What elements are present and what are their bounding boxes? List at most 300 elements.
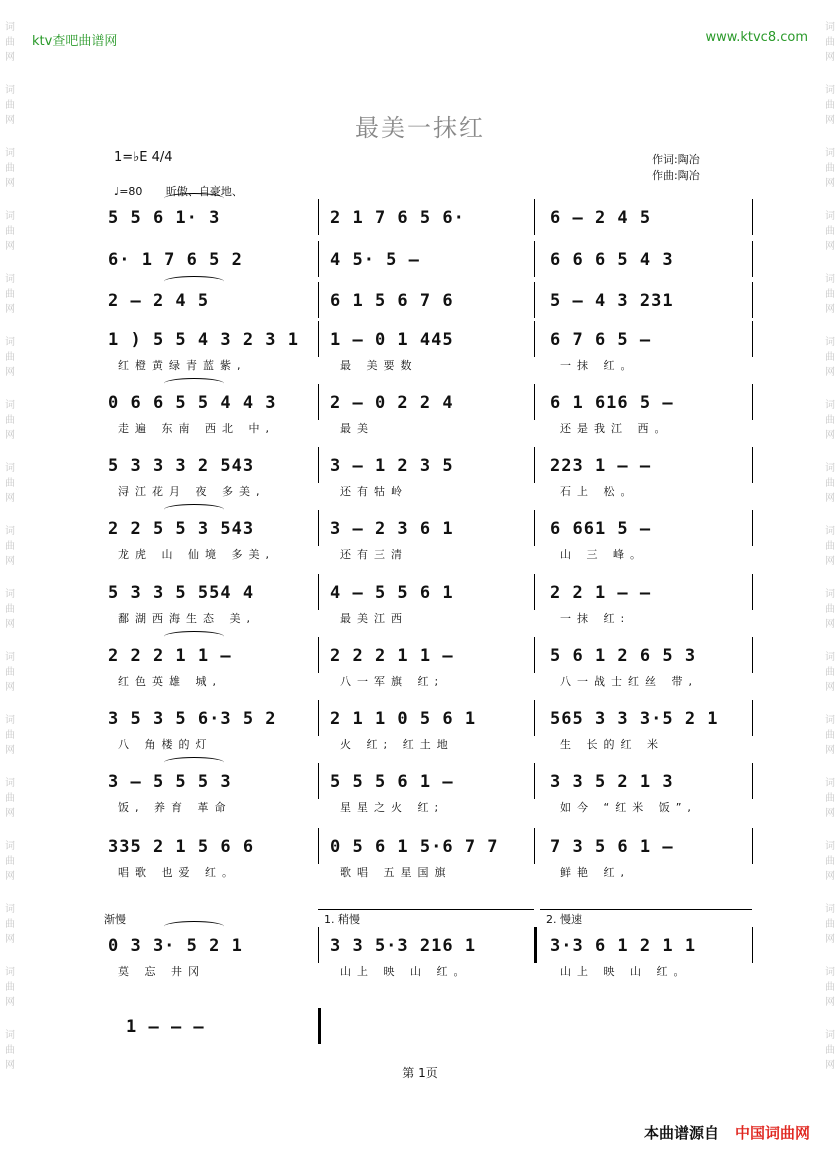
- bar-line: [534, 384, 535, 420]
- bar-line: [534, 763, 535, 799]
- lyric-segment: 鄱湖西海生态 美,: [118, 612, 256, 625]
- notes-line: [104, 205, 752, 231]
- measure: 5 6 1 2 6 5 3: [550, 646, 697, 666]
- watermark-char: 曲: [5, 793, 15, 804]
- lyric-segment: 红色英雄 城,: [118, 675, 222, 688]
- lyric-segment: 八 角楼的灯: [118, 738, 213, 751]
- watermark-char: 曲: [825, 226, 835, 237]
- bar-line: [318, 241, 319, 277]
- bar-line: [318, 447, 319, 483]
- watermark-group: [822, 587, 838, 632]
- watermark-char: 曲: [825, 37, 835, 48]
- watermark-char: 词: [5, 652, 15, 663]
- watermark-char: 词: [5, 589, 15, 600]
- measure: 4 5· 5 —: [330, 250, 420, 270]
- measure: 2 2 2 1 1 —: [330, 646, 454, 666]
- watermark-char: 曲: [5, 604, 15, 615]
- notes-line: [104, 933, 752, 959]
- measure: 2 1 1 0 5 6 1: [330, 709, 477, 729]
- watermark-char: 曲: [5, 226, 15, 237]
- watermark-char: 网: [825, 367, 835, 378]
- watermark-group: [2, 965, 18, 1010]
- watermark-char: 曲: [825, 163, 835, 174]
- watermark-char: 网: [5, 934, 15, 945]
- watermark-group: [2, 398, 18, 443]
- lyric-segment: 山上 映 山 红。: [560, 965, 691, 978]
- watermark-char: 网: [5, 304, 15, 315]
- watermark-char: 曲: [825, 856, 835, 867]
- watermark-group: [822, 776, 838, 821]
- notes-line: [104, 516, 752, 542]
- watermark-group: [822, 965, 838, 1010]
- watermark-char: 词: [825, 211, 835, 222]
- lyric-segment: 红橙黄绿青蓝紫,: [118, 359, 247, 372]
- bar-line: [318, 321, 319, 357]
- watermark-char: 网: [5, 367, 15, 378]
- measure: 6 661 5 —: [550, 519, 652, 539]
- bar-line: [534, 241, 535, 277]
- measure: 565 3 3 3·5 2 1: [550, 709, 719, 729]
- bar-line: [318, 927, 319, 963]
- measure: 3 — 5 5 5 3: [108, 772, 232, 792]
- page-number: 第 1页: [402, 1066, 438, 1080]
- watermark-right: [822, 20, 838, 1091]
- score-row: [104, 834, 752, 879]
- watermark-char: 词: [825, 652, 835, 663]
- bar-line: [318, 199, 319, 235]
- bar-line: [318, 510, 319, 546]
- watermark-char: 曲: [825, 667, 835, 678]
- lyrics-line: [104, 546, 752, 564]
- bar-line: [318, 637, 319, 673]
- site-name-left[interactable]: ktv查吧曲谱网: [32, 34, 118, 49]
- watermark-group: [2, 776, 18, 821]
- watermark-char: 曲: [5, 1045, 15, 1056]
- bar-line: [752, 199, 753, 235]
- lyric-segment: 饭, 养育 革命: [118, 801, 232, 814]
- watermark-char: 网: [5, 556, 15, 567]
- score-row: [104, 288, 752, 326]
- notes-line: [104, 327, 752, 353]
- lyrics-line: [104, 420, 752, 438]
- watermark-char: 网: [825, 304, 835, 315]
- watermark-char: 网: [825, 178, 835, 189]
- measure: 3 5 3 5 6·3 5 2: [108, 709, 277, 729]
- watermark-char: 网: [5, 619, 15, 630]
- watermark-group: [822, 20, 838, 65]
- watermark-char: 曲: [5, 37, 15, 48]
- measure: 5 — 4 3 231: [550, 291, 674, 311]
- measure: 3 — 1 2 3 5: [330, 456, 454, 476]
- bar-line: [534, 199, 535, 235]
- watermark-group: [822, 713, 838, 758]
- measure: 2 — 0 2 2 4: [330, 393, 454, 413]
- watermark-group: [822, 650, 838, 695]
- watermark-char: 曲: [825, 604, 835, 615]
- lyrics-line: [104, 1044, 752, 1062]
- notes-line: [104, 769, 752, 795]
- measure: 2 2 5 5 3 543: [108, 519, 255, 539]
- bar-line: [752, 282, 753, 318]
- measure: 5 5 6 1· 3: [108, 208, 221, 228]
- watermark-char: 网: [5, 241, 15, 252]
- watermark-char: 网: [5, 745, 15, 756]
- score-row: [104, 1014, 752, 1052]
- watermark-char: 词: [5, 778, 15, 789]
- lyric-segment: 山 三 峰。: [560, 548, 647, 561]
- notes-line: [104, 288, 752, 314]
- watermark-group: [822, 398, 838, 443]
- watermark-char: 曲: [5, 289, 15, 300]
- bar-line: [752, 321, 753, 357]
- bar-line: [318, 828, 319, 864]
- watermark-char: 网: [825, 997, 835, 1008]
- measure: 6 6 6 5 4 3: [550, 250, 674, 270]
- lyric-segment: 八一军旗 红;: [340, 675, 445, 688]
- watermark-char: 网: [825, 115, 835, 126]
- bar-line: [318, 763, 319, 799]
- measure: 3 — 2 3 6 1: [330, 519, 454, 539]
- notes-line: [104, 247, 752, 273]
- watermark-char: 曲: [825, 730, 835, 741]
- watermark-char: 词: [5, 85, 15, 96]
- watermark-char: 词: [825, 22, 835, 33]
- watermark-group: [822, 209, 838, 254]
- bar-line: [752, 637, 753, 673]
- bar-line: [752, 763, 753, 799]
- watermark-left: [2, 20, 18, 1091]
- source-credit: [644, 1122, 810, 1143]
- watermark-group: [2, 713, 18, 758]
- lyric-segment: 山上 映 山 红。: [340, 965, 471, 978]
- measure: 5 3 3 3 2 543: [108, 456, 255, 476]
- watermark-char: 曲: [825, 289, 835, 300]
- lyric-segment: 龙虎 山 仙境 多美,: [118, 548, 275, 561]
- lyrics-line: [104, 357, 752, 375]
- watermark-char: 词: [825, 274, 835, 285]
- watermark-char: 网: [825, 556, 835, 567]
- watermark-group: [822, 902, 838, 947]
- watermark-char: 词: [5, 274, 15, 285]
- slur-mark: [164, 921, 224, 932]
- watermark-char: 曲: [5, 478, 15, 489]
- score-row: [104, 453, 752, 498]
- watermark-char: 词: [5, 841, 15, 852]
- lyrics-line: [104, 864, 752, 882]
- lyric-segment: 最美江西: [340, 612, 408, 625]
- watermark-char: 网: [825, 808, 835, 819]
- bar-line: [318, 574, 319, 610]
- lyricist: 作词:陶冶: [652, 153, 700, 166]
- watermark-char: 网: [825, 871, 835, 882]
- watermark-char: 网: [825, 52, 835, 63]
- slur-mark: [164, 504, 224, 515]
- watermark-char: 网: [5, 997, 15, 1008]
- slur-mark: [164, 193, 224, 204]
- bar-line: [318, 700, 319, 736]
- bar-line: [752, 510, 753, 546]
- watermark-char: 词: [825, 463, 835, 474]
- bar-line: [534, 447, 535, 483]
- notes-line: [104, 453, 752, 479]
- source-site[interactable]: 中国词曲网: [734, 1124, 810, 1142]
- watermark-char: 曲: [5, 541, 15, 552]
- watermark-char: 网: [825, 1060, 835, 1071]
- measure: 2 — 2 4 5: [108, 291, 210, 311]
- watermark-char: 网: [5, 52, 15, 63]
- watermark-char: 曲: [5, 982, 15, 993]
- measure: 7 3 5 6 1 —: [550, 837, 674, 857]
- watermark-char: 曲: [5, 919, 15, 930]
- watermark-char: 曲: [825, 352, 835, 363]
- watermark-char: 曲: [825, 919, 835, 930]
- watermark-char: 网: [5, 682, 15, 693]
- watermark-char: 词: [5, 463, 15, 474]
- bar-line: [752, 927, 753, 963]
- watermark-char: 词: [5, 1030, 15, 1041]
- watermark-char: 曲: [825, 415, 835, 426]
- lyrics-line: [104, 673, 752, 691]
- measure: 1 — — —: [126, 1017, 205, 1037]
- watermark-group: [2, 146, 18, 191]
- watermark-char: 网: [5, 178, 15, 189]
- measure: 1 — 0 1 445: [330, 330, 454, 350]
- lyric-segment: 还有三清: [340, 548, 408, 561]
- lyrics-line: [104, 799, 752, 817]
- bar-line: [752, 700, 753, 736]
- watermark-char: 曲: [825, 982, 835, 993]
- watermark-group: [822, 272, 838, 317]
- watermark-char: 曲: [5, 667, 15, 678]
- bar-line: [752, 447, 753, 483]
- source-label: 本曲谱源自: [643, 1124, 719, 1142]
- lyric-segment: 鲜艳 红,: [560, 866, 630, 879]
- watermark-group: [822, 146, 838, 191]
- bar-line: [752, 384, 753, 420]
- watermark-char: 词: [825, 400, 835, 411]
- watermark-char: 曲: [5, 352, 15, 363]
- measure: 5 3 3 5 554 4: [108, 583, 255, 603]
- lyric-segment: 生 长的红 米: [560, 738, 664, 751]
- measure: 0 5 6 1 5·6 7 7: [330, 837, 499, 857]
- bar-line: [534, 927, 537, 963]
- watermark-char: 网: [825, 493, 835, 504]
- watermark-char: 网: [825, 745, 835, 756]
- lyric-segment: 最美: [340, 422, 374, 435]
- watermark-char: 曲: [825, 793, 835, 804]
- watermark-char: 词: [5, 337, 15, 348]
- watermark-char: 曲: [5, 100, 15, 111]
- watermark-char: 曲: [5, 163, 15, 174]
- notes-line: [104, 1014, 752, 1040]
- watermark-char: 词: [5, 967, 15, 978]
- lyric-segment: 走遍 东南 西北 中,: [118, 422, 275, 435]
- score-row: [104, 327, 752, 372]
- lyric-segment: 一抹 红:: [560, 612, 631, 625]
- watermark-char: 网: [5, 493, 15, 504]
- watermark-char: 网: [5, 430, 15, 441]
- lyric-segment: 最 美要数: [340, 359, 418, 372]
- lyric-segment: 如今 “红米 饭”,: [560, 801, 697, 814]
- watermark-group: [822, 524, 838, 569]
- lyric-segment: 歌唱 五星国旗: [340, 866, 452, 879]
- watermark-char: 词: [825, 904, 835, 915]
- score-row: [104, 580, 752, 625]
- volta-1-line: [318, 909, 534, 910]
- watermark-group: [2, 524, 18, 569]
- watermark-char: 曲: [5, 856, 15, 867]
- watermark-group: [2, 20, 18, 65]
- watermark-char: 词: [825, 1030, 835, 1041]
- measure: 1 ) 5 5 4 3 2 3 1: [108, 330, 299, 350]
- watermark-char: 词: [825, 841, 835, 852]
- watermark-char: 网: [5, 115, 15, 126]
- watermark-group: [822, 839, 838, 884]
- watermark-group: [822, 461, 838, 506]
- measure: 3 3 5 2 1 3: [550, 772, 674, 792]
- bar-line: [534, 321, 535, 357]
- measure: 6 — 2 4 5: [550, 208, 652, 228]
- watermark-char: 网: [825, 934, 835, 945]
- watermark-char: 曲: [825, 541, 835, 552]
- bar-line: [318, 1008, 321, 1044]
- tempo-change-text: 渐慢: [104, 913, 126, 926]
- score-row: [104, 913, 752, 978]
- measure: 6 1 616 5 —: [550, 393, 674, 413]
- notes-line: [104, 706, 752, 732]
- lyric-segment: 还有牯岭: [340, 485, 408, 498]
- watermark-char: 网: [5, 808, 15, 819]
- lyrics-line: [104, 483, 752, 501]
- measure: 6 1 5 6 7 6: [330, 291, 454, 311]
- lyric-segment: 莫 忘 井冈: [118, 965, 205, 978]
- credits: [652, 152, 700, 184]
- bar-line: [752, 574, 753, 610]
- notes-line: [104, 643, 752, 669]
- slur-mark: [164, 378, 224, 389]
- bar-line: [534, 510, 535, 546]
- watermark-group: [822, 335, 838, 380]
- bar-line: [534, 828, 535, 864]
- bar-line: [534, 700, 535, 736]
- score-row: [104, 643, 752, 688]
- score-row: [104, 706, 752, 751]
- composer: 作曲:陶冶: [652, 169, 700, 182]
- site-url-right[interactable]: www.ktvc8.com: [705, 30, 808, 45]
- slur-mark: [164, 757, 224, 768]
- watermark-char: 词: [5, 526, 15, 537]
- watermark-char: 曲: [5, 415, 15, 426]
- watermark-char: 词: [825, 148, 835, 159]
- measure: 4 — 5 5 6 1: [330, 583, 454, 603]
- measure: 223 1 — —: [550, 456, 652, 476]
- watermark-group: [2, 587, 18, 632]
- bar-line: [534, 574, 535, 610]
- volta-2: 2. 慢速: [546, 913, 582, 926]
- key-signature: 1=♭E 4/4: [114, 150, 173, 165]
- watermark-char: 曲: [825, 1045, 835, 1056]
- measure: 2 2 2 1 1 —: [108, 646, 232, 666]
- watermark-char: 词: [5, 148, 15, 159]
- watermark-char: 词: [5, 715, 15, 726]
- watermark-group: [2, 650, 18, 695]
- measure: 2 2 1 — —: [550, 583, 652, 603]
- measure: 335 2 1 5 6 6: [108, 837, 255, 857]
- score-row: [104, 769, 752, 814]
- lyric-segment: 火 红; 红土地: [340, 738, 454, 751]
- notes-line: [104, 580, 752, 606]
- lyric-segment: 浔江花月 夜 多美,: [118, 485, 266, 498]
- watermark-group: [2, 209, 18, 254]
- bar-line: [534, 282, 535, 318]
- volta-1: 1. 稍慢: [324, 913, 360, 926]
- watermark-char: 词: [825, 526, 835, 537]
- watermark-char: 网: [825, 619, 835, 630]
- lyric-segment: 一抹 红。: [560, 359, 638, 372]
- bar-line: [318, 384, 319, 420]
- expression-text: 昕傲、自豪地、: [165, 185, 243, 198]
- watermark-group: [2, 902, 18, 947]
- watermark-char: 网: [825, 430, 835, 441]
- slur-mark: [164, 276, 224, 287]
- lyric-segment: 还是我江 西。: [560, 422, 672, 435]
- measure: 0 6 6 5 5 4 4 3: [108, 393, 277, 413]
- measure: 6 7 6 5 —: [550, 330, 652, 350]
- measure: 3 3 5·3 216 1: [330, 936, 477, 956]
- measure: 6· 1 7 6 5 2: [108, 250, 243, 270]
- watermark-char: 曲: [5, 730, 15, 741]
- watermark-char: 网: [825, 682, 835, 693]
- watermark-char: 曲: [825, 100, 835, 111]
- slur-mark: [164, 631, 224, 642]
- watermark-char: 网: [825, 241, 835, 252]
- watermark-char: 词: [5, 22, 15, 33]
- measure: 2 1 7 6 5 6·: [330, 208, 465, 228]
- watermark-char: 网: [5, 1060, 15, 1071]
- score-row: [104, 390, 752, 435]
- song-title: 最美一抹红: [355, 114, 485, 142]
- lyric-segment: 星星之火 红;: [340, 801, 445, 814]
- measure: 3·3 6 1 2 1 1: [550, 936, 697, 956]
- watermark-char: 词: [5, 400, 15, 411]
- watermark-char: 网: [5, 871, 15, 882]
- score-row: [104, 205, 752, 243]
- watermark-group: [2, 461, 18, 506]
- lyric-segment: 石上 松。: [560, 485, 638, 498]
- watermark-char: 词: [5, 904, 15, 915]
- bar-line: [318, 282, 319, 318]
- watermark-group: [2, 335, 18, 380]
- watermark-group: [2, 839, 18, 884]
- watermark-char: 曲: [825, 478, 835, 489]
- watermark-char: 词: [825, 589, 835, 600]
- notes-line: [104, 390, 752, 416]
- bar-line: [752, 241, 753, 277]
- measure: 0 3 3· 5 2 1: [108, 936, 243, 956]
- score-row: [104, 516, 752, 561]
- lyrics-line: [104, 610, 752, 628]
- volta-2-line: [540, 909, 752, 910]
- lyrics-line: [104, 736, 752, 754]
- bar-line: [752, 828, 753, 864]
- bar-line: [534, 637, 535, 673]
- watermark-char: 词: [825, 778, 835, 789]
- watermark-char: 词: [825, 85, 835, 96]
- watermark-char: 词: [5, 211, 15, 222]
- watermark-group: [2, 272, 18, 317]
- watermark-char: 词: [825, 715, 835, 726]
- watermark-char: 词: [825, 337, 835, 348]
